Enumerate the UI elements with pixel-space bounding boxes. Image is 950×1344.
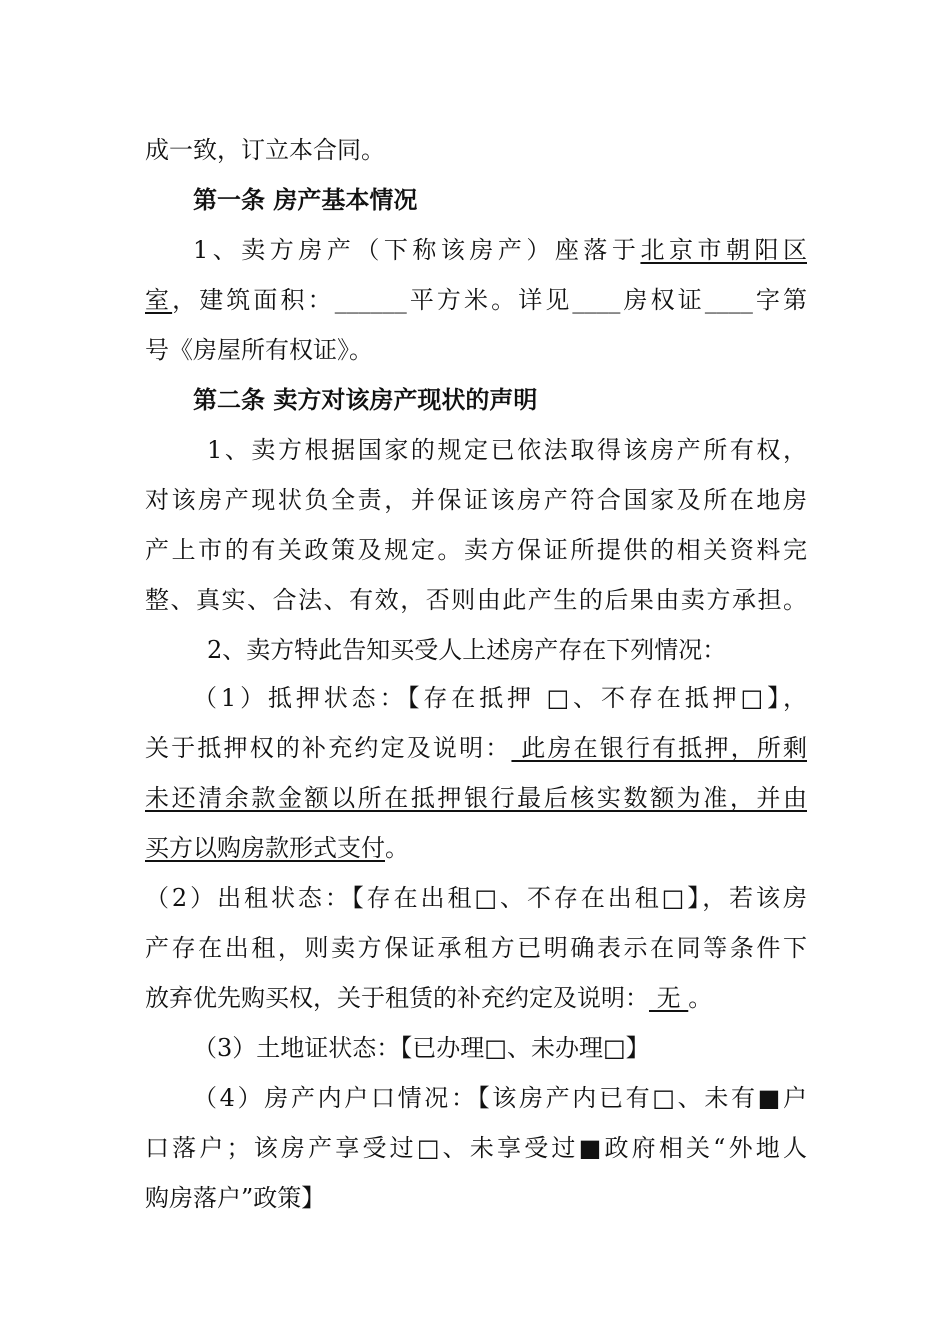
room-value: 室: [145, 286, 173, 314]
item-1-line-3: 产上市的有关政策及规定。卖方保证所提供的相关资料完: [145, 536, 807, 564]
item-1-line-1: 1、卖方根据国家的规定已依法取得该房产所有权，: [207, 436, 807, 464]
article-1-paragraph-line-3: 号《房屋所有权证》。: [145, 336, 373, 364]
rent-note-period: 。: [688, 984, 713, 1012]
area-unit: 平方米。详见: [406, 286, 573, 314]
rent-note-label: 放弃优先购买权，关于租赁的补充约定及说明：: [145, 984, 649, 1012]
rent-note-value: 无: [649, 984, 689, 1012]
article-1-paragraph-line-1: [193, 235, 807, 265]
mortgage-line-2: [145, 733, 807, 763]
rent-line-1: （2）出租状态：【存在出租□、不存在出租□】，若该房: [145, 884, 807, 912]
cert-blank-2: ____: [704, 286, 753, 314]
cert-zi: 字第: [752, 286, 808, 314]
cert-blank-1: ____: [572, 286, 621, 314]
location-value: 北京市朝阳区: [640, 236, 807, 264]
mortgage-note-period: 。: [385, 834, 409, 862]
cert-label: 房权证: [620, 286, 705, 314]
mortgage-line-4: [145, 833, 409, 863]
article-2-heading: 第二条 卖方对该房产现状的声明: [193, 385, 538, 414]
hukou-line-3: 购房落户”政策】: [145, 1184, 326, 1212]
mortgage-line-1: （1）抵押状态：【存在抵押 □、不存在抵押□】，: [193, 684, 807, 712]
hukou-line-1: （4）房产内户口情况：【该房产内已有□、未有■户: [193, 1084, 807, 1112]
location-lead: 1、卖方房产（下称该房产）座落于: [193, 236, 641, 264]
article-1-heading: 第一条 房产基本情况: [193, 185, 418, 214]
area-label: ，建筑面积：: [172, 286, 335, 314]
item-1-line-4: 整、真实、合法、有效，否则由此产生的后果由卖方承担。: [145, 586, 807, 614]
mortgage-note-label: 关于抵押权的补充约定及说明：: [145, 734, 512, 762]
item-2-line: 2、卖方特此告知买受人上述房产存在下列情况：: [207, 636, 727, 664]
area-blank: ______: [334, 286, 407, 314]
land-cert-line: （3）土地证状态：【已办理□、未办理□】: [193, 1034, 650, 1062]
hukou-line-2: 口落户；该房产享受过□、未享受过■政府相关“外地人: [145, 1134, 807, 1162]
intro-line: 成一致，订立本合同。: [145, 136, 385, 164]
mortgage-note-value: 此房在银行有抵押，所剩: [511, 734, 807, 762]
item-1-line-2: 对该房产现状负全责，并保证该房产符合国家及所在地房: [145, 486, 807, 514]
rent-line-2: 产存在出租，则卖方保证承租方已明确表示在同等条件下: [145, 934, 807, 962]
mortgage-note-value-end: 买方以购房款形式支付: [145, 834, 385, 862]
article-1-paragraph-line-2: [145, 285, 807, 315]
rent-line-3: [145, 983, 712, 1013]
mortgage-line-3: 未还清余款金额以所在抵押银行最后核实数额为准，并由: [145, 784, 807, 812]
